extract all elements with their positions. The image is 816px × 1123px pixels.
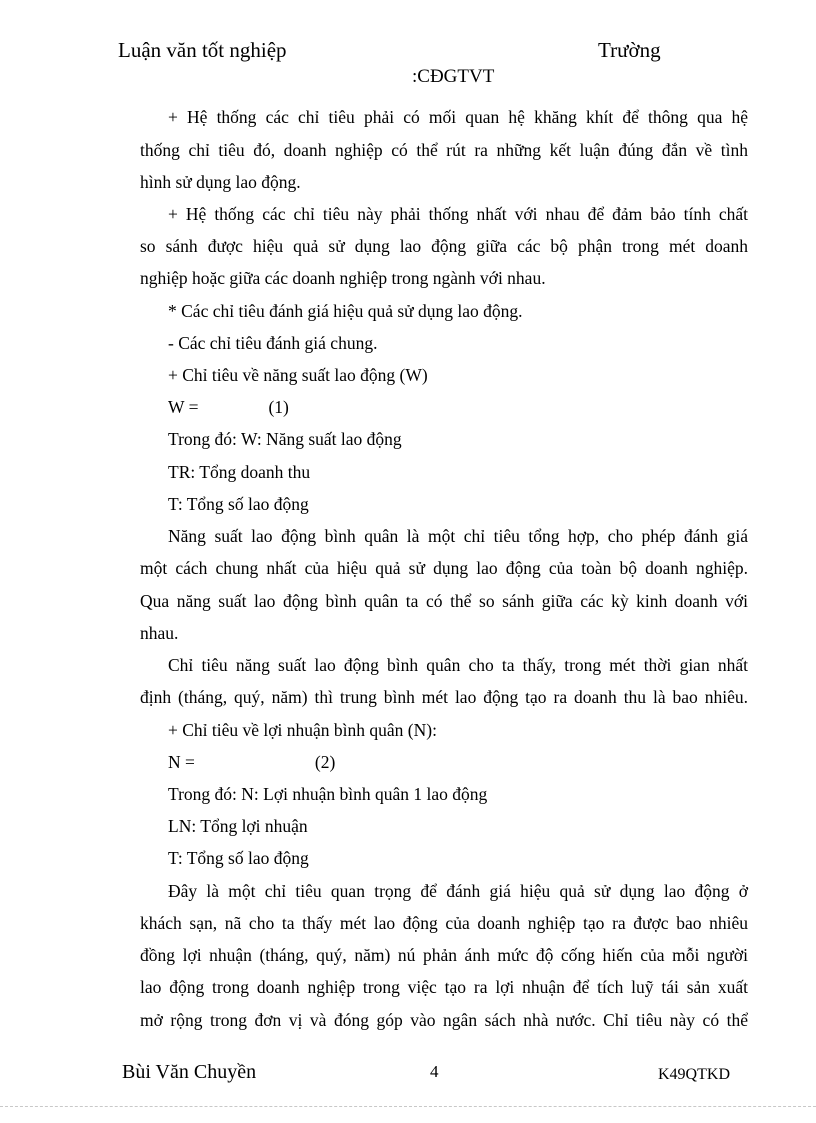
paragraph-line: so sánh được hiệu quả sử dụng lao động giữa các bộ phận trong mét doanh (140, 236, 748, 256)
paragraph-line: Chỉ tiêu năng suất lao động bình quân cho ta thấy, trong mét thời gian nhất (168, 655, 748, 675)
paragraph-line: + Hệ thống các chỉ tiêu phải có mối quan hệ khăng khít để thông qua hệ (168, 107, 748, 127)
paragraph-line: Qua năng suất lao động bình quân ta có thể so sánh giữa các kỳ kinh doanh với (140, 591, 748, 611)
formula-w-number: (1) (268, 397, 289, 417)
paragraph-line: T: Tổng số lao động (168, 848, 309, 868)
paragraph-line: + Hệ thống các chỉ tiêu này phải thống nhất với nhau để đảm bảo tính chất (168, 204, 748, 224)
footer-divider (0, 1106, 816, 1107)
paragraph-line: Đây là một chỉ tiêu quan trọng để đánh giá hiệu quả sử dụng lao động ở (168, 881, 748, 901)
page-number: 4 (430, 1062, 439, 1081)
paragraph-line: định (tháng, quý, năm) thì trung bình mét lao động tạo ra doanh thu là bao nhiêu. (140, 687, 748, 707)
paragraph-line: khách sạn, nã cho ta thấy mét lao động của doanh nghiệp tạo ra được bao nhiêu (140, 913, 748, 933)
paragraph-line: lao động trong doanh nghiệp trong việc tạo ra lợi nhuận để tích luỹ tái sản xuất (140, 977, 748, 997)
paragraph-line: nghiệp hoặc giữa các doanh nghiệp trong ngành với nhau. (140, 268, 546, 288)
header-school-code: :CĐGTVT (412, 66, 495, 87)
paragraph-line: đồng lợi nhuận (tháng, quý, năm) nú phản ánh mức độ cống hiến của mỗi người (140, 945, 748, 965)
paragraph-line: - Các chỉ tiêu đánh giá chung. (168, 333, 378, 353)
footer-class-code: K49QTKD (658, 1066, 730, 1083)
header-title: Luận văn tốt nghiệp (118, 38, 287, 62)
paragraph-line: thống chỉ tiêu đó, doanh nghiệp có thể rút ra những kết luận đúng đắn về tình (140, 140, 748, 160)
paragraph-line: + Chỉ tiêu về lợi nhuận bình quân (N): (168, 720, 437, 740)
paragraph-line: * Các chỉ tiêu đánh giá hiệu quả sử dụng lao động. (168, 301, 523, 321)
formula-n-lhs: N = (168, 752, 195, 772)
paragraph-line: nhau. (140, 623, 179, 643)
paragraph-line: hình sử dụng lao động. (140, 172, 301, 192)
paragraph-line: Trong đó: N: Lợi nhuận bình quân 1 lao động (168, 784, 488, 804)
formula-w-lhs: W = (168, 397, 199, 417)
footer-author: Bùi Văn Chuyền (122, 1061, 257, 1083)
header-school: Trường (598, 38, 661, 62)
paragraph-line: một cách chung nhất của hiệu quả sử dụng lao động của toàn bộ doanh nghiệp. (140, 558, 748, 578)
paragraph-line: T: Tổng số lao động (168, 494, 309, 514)
paragraph-line: mở rộng trong đơn vị và đóng góp vào ngân sách nhà nước. Chỉ tiêu này có thể (140, 1010, 748, 1030)
paragraph-line: LN: Tổng lợi nhuận (168, 816, 308, 836)
formula-w (168, 396, 748, 418)
paragraph-line: Năng suất lao động bình quân là một chỉ tiêu tổng hợp, cho phép đánh giá (168, 526, 748, 546)
formula-n (168, 751, 748, 773)
paragraph-line: TR: Tổng doanh thu (168, 462, 311, 482)
paragraph-line: + Chỉ tiêu về năng suất lao động (W) (168, 365, 428, 385)
formula-n-number: (2) (314, 752, 336, 772)
paragraph-line: Trong đó: W: Năng suất lao động (168, 429, 402, 449)
